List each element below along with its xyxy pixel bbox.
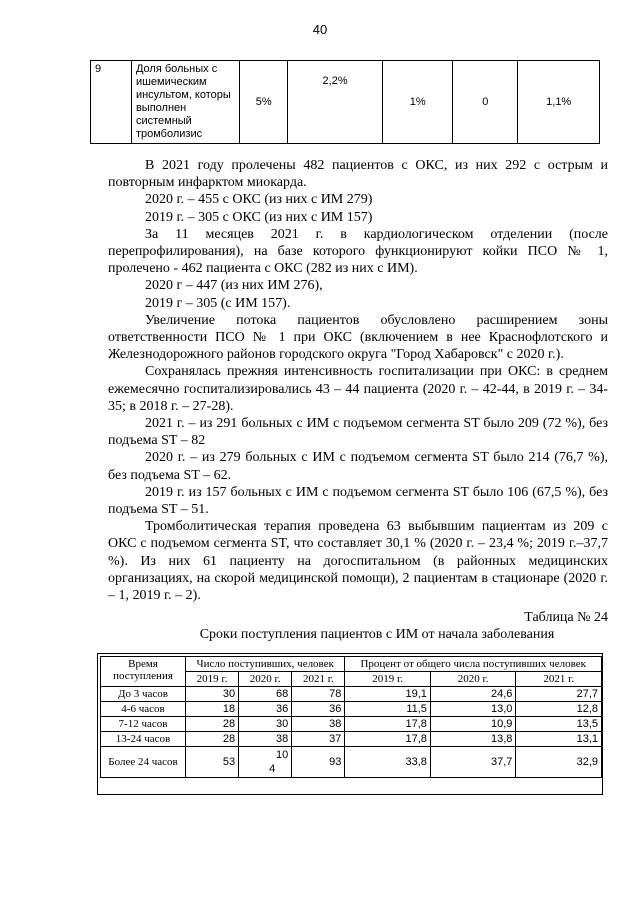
header-year: 2021 г. xyxy=(516,672,602,687)
value-cell: 18 xyxy=(186,702,239,717)
value-cell: 10,9 xyxy=(430,717,516,732)
paragraph: 2019 г. – 305 с ОКС (из них с ИМ 157) xyxy=(145,209,373,225)
table-row xyxy=(101,687,602,702)
paragraph: Сохранялась прежняя интенсивность госпитализации при ОКС: в среднем ежемесячно госпитализировались 43 – 44 пациента (2020 г. – 42-44, в 2019 г. – 34-35; в 2018 г. – 27-28). xyxy=(108,364,608,414)
paragraph: 2020 г. – 455 с ОКС (из них с ИМ 279) xyxy=(145,192,373,208)
table-caption xyxy=(108,609,608,643)
value-cell: 53 xyxy=(186,747,239,778)
value-cell: 13,1 xyxy=(516,732,602,747)
header-year: 2021 г. xyxy=(292,672,345,687)
value-cell-split xyxy=(239,747,292,778)
row-label: 7-12 часов xyxy=(101,717,186,732)
value-cell: 28 xyxy=(186,732,239,747)
body-text xyxy=(108,157,608,604)
header-year: 2019 г. xyxy=(345,672,431,687)
table-row xyxy=(101,717,602,732)
paragraph: Тромболитическая терапия проведена 63 выбывшим пациентам из 209 с ОКС с подъемом сегмента ST, что составляет 30,1 % (2020 г. – 23,4 %; 2019 г.–37,7 %). Из них 61 пациенту на догоспитальном (в районных медицинских организациях, на скорой медицинской помощи), 2 пациентам в стационаре (2020 г. – 1, 2019 г. – 2). xyxy=(108,519,608,604)
value-cell: 24,6 xyxy=(430,687,516,702)
value-cell: 17,8 xyxy=(345,717,431,732)
value-cell: 30 xyxy=(186,687,239,702)
value-cell: 38 xyxy=(239,732,292,747)
value-cell: 37,7 xyxy=(430,747,516,778)
table-row xyxy=(101,732,602,747)
paragraph: В 2021 году пролечены 482 пациентов с ОКС, из них 292 с острым и повторным инфарктом миокарда. xyxy=(108,158,608,191)
page-number: 40 xyxy=(312,22,328,37)
value-cell: 36 xyxy=(292,702,345,717)
value-cell: 27,7 xyxy=(516,687,602,702)
value-cell: 19,1 xyxy=(345,687,431,702)
value-cell: 13,0 xyxy=(430,702,516,717)
header-count-group: Число поступивших, человек xyxy=(186,657,345,672)
value-cell: 28 xyxy=(186,717,239,732)
header-year: 2020 г. xyxy=(239,672,292,687)
row-label: 4-6 часов xyxy=(101,702,186,717)
paragraph: За 11 месяцев 2021 г. в кардиологическом отделении (после перепрофилирования), на базе которого функционируют койки ПСО № 1, пролечено - 462 пациента с ОКС (282 из них с ИМ). xyxy=(108,226,608,277)
split-value-bottom: 4 xyxy=(269,763,276,775)
paragraph: Увеличение потока пациентов обусловлено расширением зоны ответственности ПСО № 1 при ОКС (включением в нее Краснофлотского и Железнодорожного районов городского округа "Город Хабаровск" с 2020 г.). xyxy=(108,312,608,363)
value-cell: 30 xyxy=(239,717,292,732)
table-header-row xyxy=(101,657,602,672)
table-number: Таблица № 24 xyxy=(524,610,608,625)
paragraph: 2019 г – 305 (с ИМ 157). xyxy=(145,295,291,311)
value-cell: 38 xyxy=(292,717,345,732)
value-cell: 93 xyxy=(292,747,345,778)
top-table xyxy=(90,60,600,144)
value-cell: 36 xyxy=(239,702,292,717)
row-label: До 3 часов xyxy=(101,687,186,702)
row-label: Более 24 часов xyxy=(101,747,186,778)
value-cell: 13,5 xyxy=(516,717,602,732)
value-cell: 12,8 xyxy=(516,702,602,717)
header-year: 2019 г. xyxy=(186,672,239,687)
table-row xyxy=(101,702,602,717)
value-cell: 11,5 xyxy=(345,702,431,717)
paragraph: 2021 г. – из 291 больных с ИМ с подъемом сегмента ST было 209 (72 %), без подъема ST – 82 xyxy=(108,416,608,449)
header-year: 2020 г. xyxy=(430,672,516,687)
split-value-top: 10 xyxy=(276,749,289,761)
admission-time-table xyxy=(100,656,602,778)
value-cell: 32,9 xyxy=(516,747,602,778)
value-cell: 78 xyxy=(292,687,345,702)
value-cell: 2,2% xyxy=(287,61,382,144)
value-cell: 33,8 xyxy=(345,747,431,778)
header-percent-group: Процент от общего числа поступивших человек xyxy=(345,657,602,672)
value-cell: 68 xyxy=(239,687,292,702)
value-cell: 37 xyxy=(292,732,345,747)
table-row xyxy=(101,747,602,778)
table-row xyxy=(91,61,600,144)
value-cell: 0 xyxy=(453,61,518,144)
value-cell: 13,8 xyxy=(430,732,516,747)
paragraph: 2020 г. – из 279 больных с ИМ с подъемом сегмента ST было 214 (76,7 %), без подъема ST – 62. xyxy=(108,450,608,483)
value-cell: 1,1% xyxy=(518,61,600,144)
table-title: Сроки поступления пациентов с ИМ от начала заболевания xyxy=(199,627,555,642)
row-label: 13-24 часов xyxy=(101,732,186,747)
value-cell: 17,8 xyxy=(345,732,431,747)
paragraph: 2019 г. из 157 больных с ИМ с подъемом сегмента ST было 106 (67,5 %), без подъема ST – 51. xyxy=(108,484,608,518)
header-time: Время поступления xyxy=(101,657,186,687)
paragraph: 2020 г – 447 (из них ИМ 276), xyxy=(145,278,323,294)
value-cell: 5% xyxy=(240,61,287,144)
row-number: 9 xyxy=(91,61,132,144)
row-description: Доля больных с ишемическим инсультом, которы выполнен системный тромболизис xyxy=(131,61,239,144)
value-cell: 1% xyxy=(383,61,453,144)
